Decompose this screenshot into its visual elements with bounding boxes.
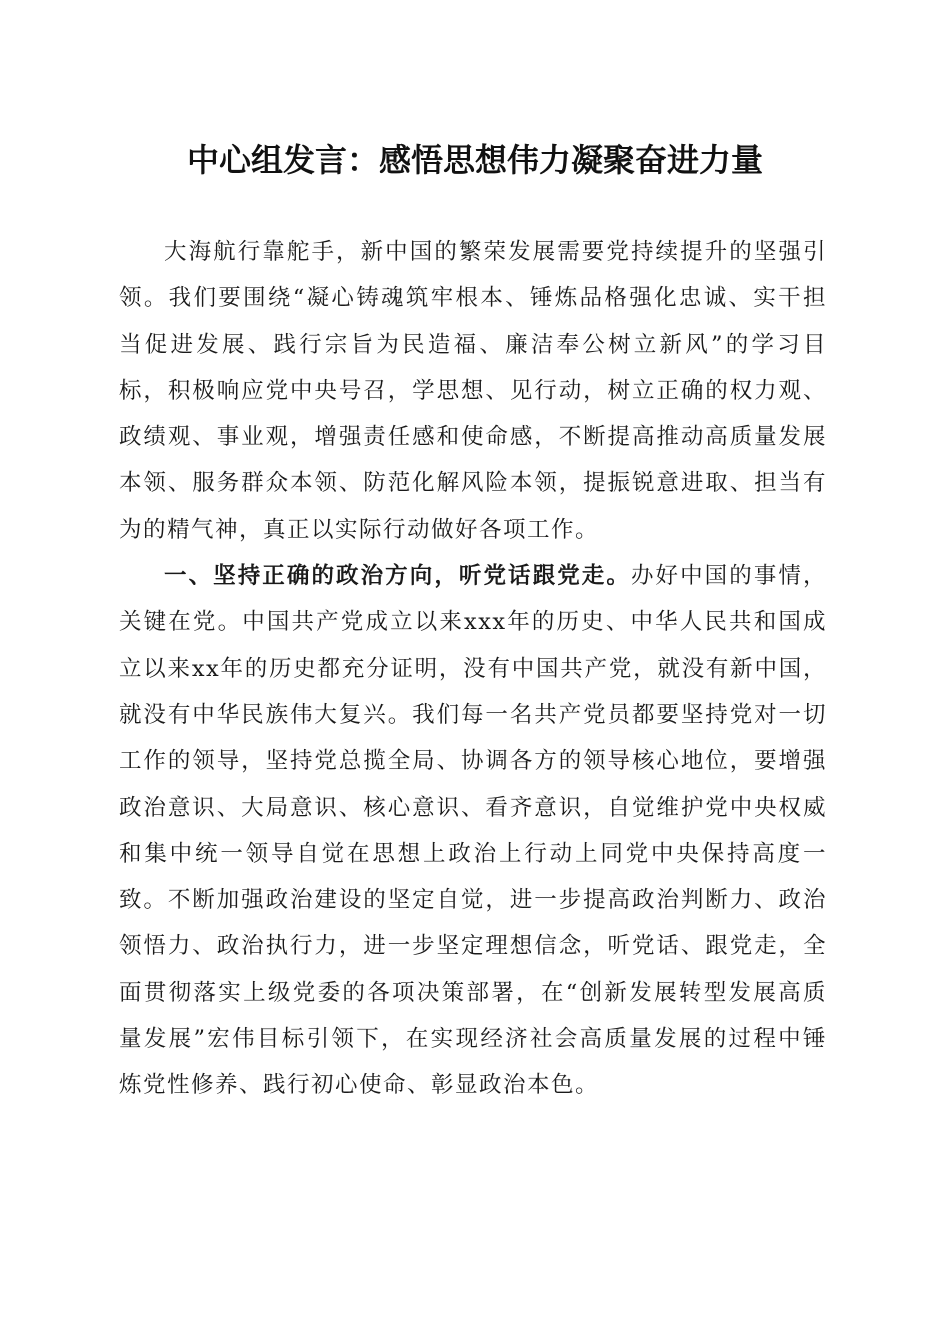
paragraph-intro [119, 229, 827, 553]
paragraph-lead: 一、坚持正确的政治方向，听党话跟党走。 [164, 563, 631, 590]
page-title: 中心组发言：感悟思想伟力凝聚奋进力量 [186, 141, 763, 179]
paragraph-section-1 [119, 553, 827, 1109]
document-body [119, 229, 827, 1109]
paragraph-text: 大海航行靠舵手，新中国的繁荣发展需要党持续提升的坚强引领。我们要围绕“凝心铸魂筑牢根本、锤炼品格强化忠诚、实干担当促进发展、践行宗旨为民造福、廉洁奉公树立新风”的学习目标，积极响应党中央号召，学思想、见行动，树立正确的权力观、政绩观、事业观，增强责任感和使命感，不断提高推动高质量发展本领、服务群众本领、防范化解风险本领，提振锐意进取、担当有为的精气神，真正以实际行动做好各项工作。 [119, 239, 827, 543]
paragraph-text: 办好中国的事情，关键在党。中国共产党成立以来xxx年的历史、中华人民共和国成立以来xx年的历史都充分证明，没有中国共产党，就没有新中国，就没有中华民族伟大复兴。我们每一名共产党员都要坚持党对一切工作的领导，坚持党总揽全局、协调各方的领导核心地位，要增强政治意识、大局意识、核心意识、看齐意识，自觉维护党中央权威和集中统一领导自觉在思想上政治上行动上同党中央保持高度一致。不断加强政治建设的坚定自觉，进一步提高政治判断力、政治领悟力、政治执行力，进一步坚定理想信念，听党话、跟党走，全面贯彻落实上级党委的各项决策部署，在“创新发展转型发展高质量发展”宏伟目标引领下，在实现经济社会高质量发展的过程中锤炼党性修养、践行初心使命、彰显政治本色。 [119, 563, 827, 1099]
